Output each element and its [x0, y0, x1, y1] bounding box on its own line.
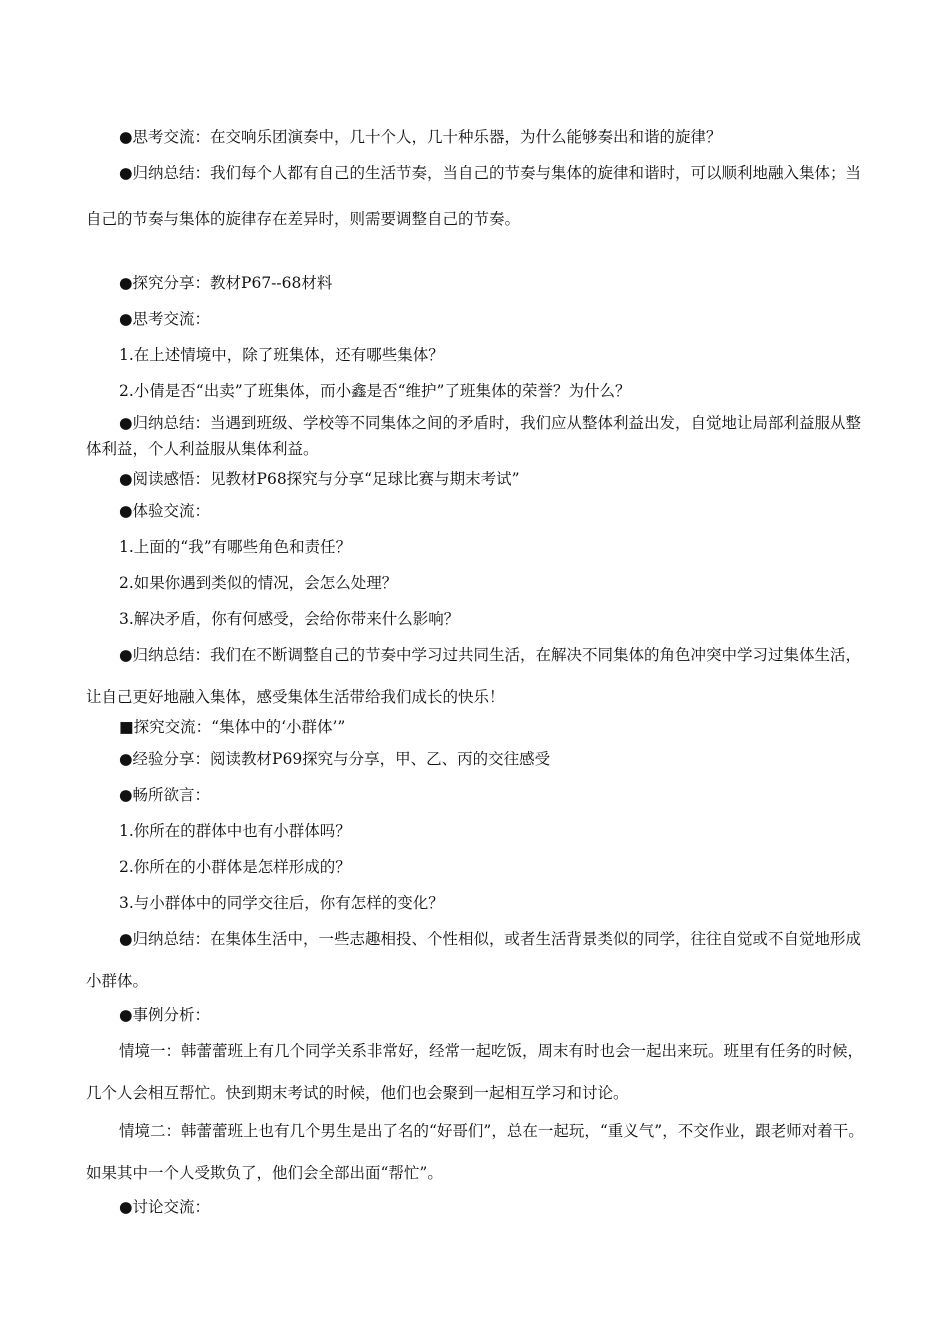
explore-exchange-small-groups: ■探究交流：“集体中的‘小群体’”	[119, 718, 346, 736]
explore-share-p67: ●探究分享：教材P67--68材料	[119, 274, 333, 292]
speak-freely-heading: ●畅所欲言：	[119, 786, 211, 804]
case-analysis-heading: ●事例分析：	[119, 1006, 211, 1024]
question-3-feelings: 3.解决矛盾，你有何感受，会给你带来什么影响？	[119, 610, 460, 628]
question-2-handle: 2.如果你遇到类似的情况，会怎么处理？	[119, 574, 398, 592]
summary-small-groups: ●归纳总结：在集体生活中，一些志趣相投、个性相似，或者生活背景类似的同学，往往自觉或不自觉地形成小群体。	[86, 930, 862, 990]
scenario-one: 情境一：韩蕾蕾班上有几个同学关系非常好，经常一起吃饭，周末有时也会一起出来玩。班里有任务的时候，几个人会相互帮忙。快到期末考试的时候，他们也会聚到一起相互学习和讨论。	[86, 1042, 864, 1102]
question-1-roles: 1.上面的“我”有哪些角色和责任？	[119, 538, 352, 556]
discussion-exchange-heading: ●讨论交流：	[119, 1198, 211, 1216]
think-exchange-heading: ●思考交流：	[119, 310, 211, 328]
scenario-two: 情境二：韩蕾蕾班上也有几个男生是出了名的“好哥们”，总在一起玩，“重义气”，不交作业，跟老师对着干。如果其中一个人受欺负了，他们会全部出面“帮忙”。	[86, 1122, 864, 1182]
question-2-xiaoqian: 2.小倩是否“出卖”了班集体，而小鑫是否“维护”了班集体的荣誉？为什么？	[119, 382, 631, 400]
think-exchange-orchestra: ●思考交流：在交响乐团演奏中，几十个人，几十种乐器，为什么能够奏出和谐的旋律？	[119, 128, 722, 146]
question-2-formation: 2.你所在的小群体是怎样形成的？	[119, 858, 351, 876]
question-1-small-group: 1.你所在的群体中也有小群体吗？	[119, 822, 351, 840]
summary-collective-life: ●归纳总结：我们在不断调整自己的节奏中学习过共同生活，在解决不同集体的角色冲突中学习过集体生活，让自己更好地融入集体，感受集体生活带给我们成长的快乐！	[86, 646, 862, 706]
question-3-changes: 3.与小群体中的同学交往后，你有怎样的变化？	[119, 894, 444, 912]
question-1-collectives: 1.在上述情境中，除了班集体，还有哪些集体？	[119, 346, 444, 364]
summary-conflicts: ●归纳总结：当遇到班级、学校等不同集体之间的矛盾时，我们应从整体利益出发，自觉地让局部利益服从整体利益，个人利益服从集体利益。	[86, 414, 862, 458]
reading-insight-p68: ●阅读感悟：见教材P68探究与分享“足球比赛与期末考试”	[119, 470, 520, 488]
experience-share-p69: ●经验分享：阅读教材P69探究与分享，甲、乙、丙的交往感受	[119, 750, 551, 768]
summary-rhythm: ●归纳总结：我们每个人都有自己的生活节奏，当自己的节奏与集体的旋律和谐时，可以顺利地融入集体；当自己的节奏与集体的旋律存在差异时，则需要调整自己的节奏。	[86, 164, 862, 228]
experience-exchange-heading: ●体验交流：	[119, 502, 211, 520]
